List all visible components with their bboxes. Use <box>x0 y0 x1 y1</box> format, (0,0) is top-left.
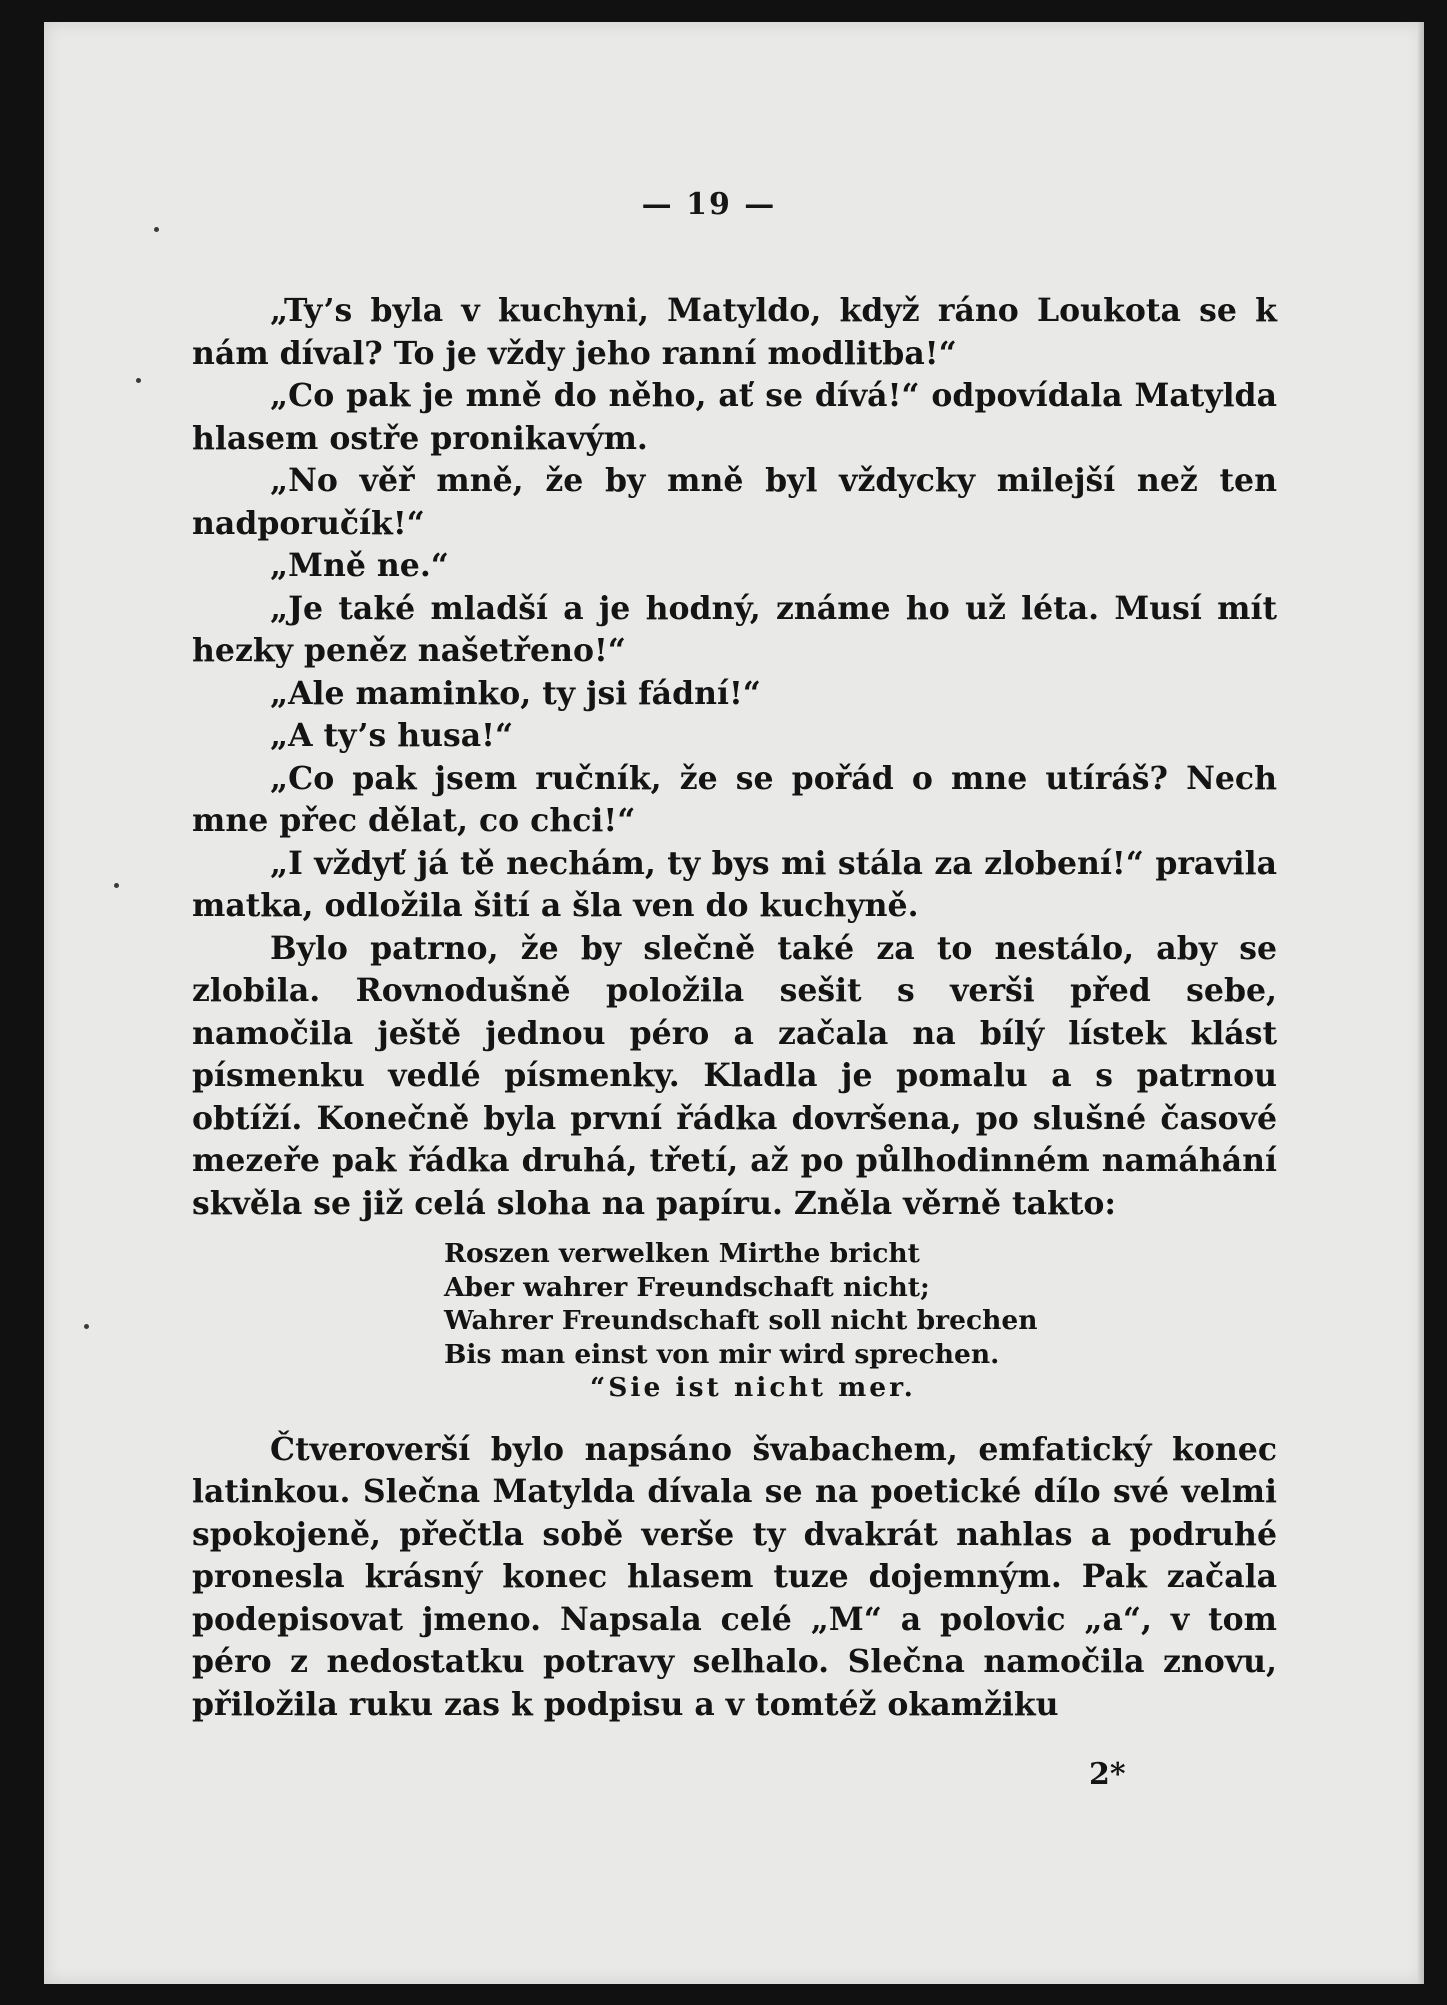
spacer <box>192 1415 1277 1429</box>
body-text <box>192 290 1277 1726</box>
paragraph: „Je také mladší a je hodný, známe ho už léta. Musí mít hezky peněz našetřeno!“ <box>192 589 1277 669</box>
verse-block <box>192 1237 1277 1405</box>
paragraph: „Co pak je mně do něho, ať se dívá!“ odpovídala Matylda hlasem ostře pronikavým. <box>192 377 1277 457</box>
paragraph: Bylo patrno, že by slečně také za to nestálo, aby se zlobila. Rovnodušně položila sešit s verši před sebe, namočila ještě jednou péro a začala na bílý lístek klást písmenku vedlé písmenky. Kladla je pomalu a s patrnou obtíží. Konečně byla první řádka dovršena, po slušné časové mezeře pak řádka druhá, třetí, až po půlhodinném namáhání skvěla se již celá sloha na papíru. Zněla věrně takto: <box>192 929 1277 1222</box>
page-number: — 19 — <box>641 187 777 222</box>
verse-line: Wahrer Freundschaft soll nicht brechen <box>444 1305 1038 1336</box>
paragraph: Čtveroverší bylo napsáno švabachem, emfatický konec latinkou. Slečna Matylda dívala se na poetické dílo své velmi spokojeně, přečtla sobě verše ty dvakrát nahlas a podruhé pronesla krásný konec hlasem tuze dojemným. Pak začala podepisovat jmeno. Napsala celé „M“ a polovic „a“, v tom péro z nedostatku potravy selhalo. Slečna namočila znovu, přiložila ruku zas k podpisu a v tomtéž okamžiku <box>192 1430 1277 1723</box>
page-edge <box>1418 22 1424 1984</box>
ink-speck <box>114 883 119 888</box>
ink-speck <box>84 1324 89 1329</box>
paragraph: „Ale maminko, ty jsi fádní!“ <box>270 674 761 712</box>
paragraph: „Ty’s byla v kuchyni, Matyldo, když ráno Loukota se k nám díval? To je vždy jeho ranní modlitba!“ <box>192 292 1277 372</box>
paragraph: „Co pak jsem ručník, že se pořád o mne utíráš? Nech mne přec dělat, co chci!“ <box>192 759 1277 839</box>
paragraph: „No věř mně, že by mně byl vždycky milejší než ten nadporučík!“ <box>192 462 1277 542</box>
book-page <box>44 22 1424 1984</box>
verse-closing-line: “Sie ist nicht mer. <box>590 1372 916 1403</box>
ink-speck <box>136 378 141 383</box>
verse-line: Roszen verwelken Mirthe bricht <box>444 1238 920 1269</box>
paragraph: „I vždyť já tě nechám, ty bys mi stála za zlobení!“ pravila matka, odložila šití a šla ven do kuchyně. <box>192 844 1277 924</box>
paragraph: „Mně ne.“ <box>270 547 449 584</box>
verse-line: Bis man einst von mir wird sprechen. <box>444 1338 1000 1370</box>
paragraph: „A ty’s husa!“ <box>270 717 514 754</box>
verse-line: Aber wahrer Freundschaft nicht; <box>444 1271 930 1303</box>
signature-mark: 2* <box>1089 1757 1126 1792</box>
ink-speck <box>154 227 159 232</box>
